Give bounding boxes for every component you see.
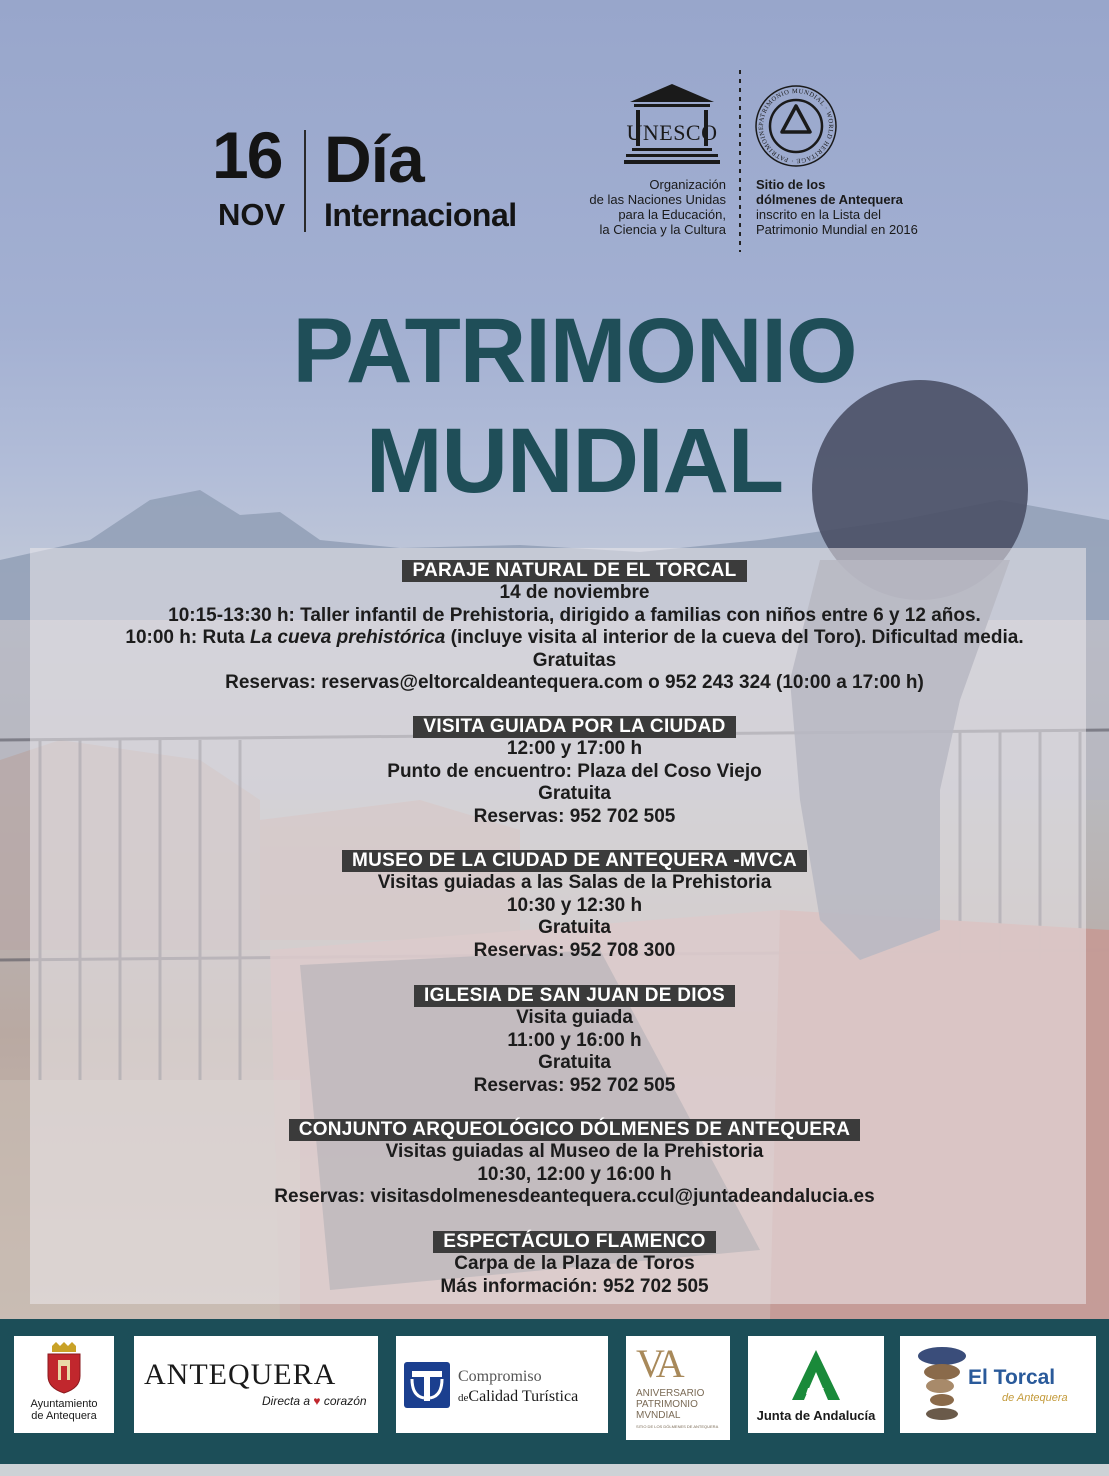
tagline-part-a: Directa a [262, 1394, 311, 1408]
calidad-line-1: Compromiso [458, 1368, 542, 1385]
unesco-wordmark: UNESCO [626, 120, 718, 145]
torcal-logo [900, 1336, 1096, 1433]
emblem-ring-text: PATRIMONIO MUNDIAL · WORLD HERITAGE · PATRIMOINE [757, 87, 835, 165]
section-line: Punto de encuentro: Plaza del Coso Viejo [387, 760, 762, 782]
section-line: 11:00 y 16:00 h [507, 1029, 642, 1051]
junta-andalucia-logo [748, 1336, 884, 1433]
section-line: Visita guiada [516, 1007, 633, 1028]
route-prefix: 10:00 h: Ruta [125, 627, 250, 648]
section-line: Gratuita [538, 783, 611, 804]
torcal-title: El Torcal [968, 1366, 1056, 1389]
ayto-line: de Antequera [31, 1410, 97, 1422]
section-heading: IGLESIA DE SAN JUAN DE DIOS [414, 985, 735, 1007]
site-bold-line: dólmenes de Antequera [756, 192, 903, 207]
section-line: Gratuita [538, 1052, 611, 1073]
aniversario-logo [626, 1336, 730, 1440]
va-small: SITIO DE LOS DÓLMENES DE ANTEQUERA [636, 1424, 719, 1429]
section-torcal [0, 560, 1109, 695]
section-line: 12:00 y 17:00 h [506, 738, 643, 759]
site-bold-line: Sitio de los [756, 177, 826, 192]
section-visita-ciudad [0, 716, 1109, 828]
section-line: 10:30 y 12:30 h [506, 894, 643, 916]
section-heading: CONJUNTO ARQUEOLÓGICO DÓLMENES DE ANTEQUERA [289, 1119, 861, 1141]
world-heritage-emblem-icon [754, 84, 838, 168]
unesco-temple-icon [624, 82, 720, 166]
va-mark: VA [636, 1341, 681, 1386]
unesco-line: Organización [649, 177, 726, 192]
tagline-part-b: corazón [323, 1394, 367, 1408]
unesco-line: para la Educación, [618, 207, 726, 222]
unesco-line: la Ciencia y la Cultura [599, 222, 726, 237]
calidad-badge-icon [404, 1362, 450, 1408]
main-title-line-1: PATRIMONIO [292, 300, 857, 402]
heritage-site-text [756, 177, 956, 237]
section-line [0, 627, 1109, 650]
antequera-tagline [262, 1394, 367, 1408]
junta-text: Junta de Andalucía [756, 1408, 876, 1423]
section-dolmenes [0, 1119, 1109, 1209]
site-line: inscrito en la Lista del [756, 207, 882, 222]
rock-stack-icon [914, 1346, 970, 1422]
ayuntamiento-logo [14, 1336, 114, 1433]
calidad-line-2 [458, 1388, 578, 1406]
section-line: Visitas guiadas al Museo de la Prehistoria [385, 1141, 764, 1162]
antequera-brand-logo [134, 1336, 378, 1433]
section-line: Gratuita [538, 917, 611, 938]
antequera-wordmark: ANTEQUERA [144, 1358, 337, 1391]
torcal-subtitle: de Antequera [1002, 1392, 1068, 1404]
main-title [0, 296, 1109, 516]
calidad-prefix: de [458, 1392, 469, 1404]
dotted-divider [739, 70, 741, 252]
route-suffix: (incluye visita al interior de la cueva del Toro). Dificultad media. [445, 627, 1024, 648]
section-line: Reservas: reservas@eltorcaldeantequera.com o 952 243 324 (10:00 a 17:00 h) [225, 672, 924, 693]
unesco-line: de las Naciones Unidas [589, 192, 726, 207]
day-subtitle: Internacional [324, 197, 517, 233]
route-name: La cueva prehistórica [249, 627, 446, 648]
junta-a-icon [790, 1348, 842, 1402]
section-line: Reservas: visitasdolmenesdeantequera.ccul@juntadeandalucia.es [274, 1186, 875, 1207]
section-line: 10:30, 12:00 y 16:00 h [477, 1163, 672, 1185]
section-heading: PARAJE NATURAL DE EL TORCAL [402, 560, 746, 582]
ayto-line: Ayuntamiento [30, 1398, 98, 1410]
date-divider [304, 130, 306, 232]
section-heading: VISITA GUIADA POR LA CIUDAD [413, 716, 735, 738]
day-title: Día [324, 122, 424, 196]
coat-of-arms-icon [46, 1342, 82, 1394]
section-heading: ESPECTÁCULO FLAMENCO [433, 1231, 716, 1253]
section-heading: MUSEO DE LA CIUDAD DE ANTEQUERA -MVCA [342, 850, 807, 872]
section-line: 14 de noviembre [499, 582, 650, 603]
section-museo [0, 850, 1109, 962]
section-iglesia [0, 985, 1109, 1097]
section-flamenco [0, 1231, 1109, 1298]
date-number: 16 [212, 118, 282, 192]
section-line: Reservas: 952 708 300 [473, 939, 676, 961]
calidad-turistica-logo [396, 1336, 608, 1433]
section-line: Más información: 952 702 505 [440, 1275, 709, 1297]
va-line: ANIVERSARIO [636, 1388, 705, 1399]
footer-strip [0, 1464, 1109, 1476]
unesco-organization-text [560, 177, 726, 237]
section-line: Visitas guiadas a las Salas de la Prehistoria [377, 872, 772, 893]
main-title-line-2: MUNDIAL [365, 410, 784, 512]
section-line: Carpa de la Plaza de Toros [454, 1253, 695, 1274]
heart-icon: ♥ [313, 1394, 321, 1408]
section-line: 10:15-13:30 h: Taller infantil de Prehistoria, dirigido a familias con niños entre 6 y 12 años. [168, 604, 981, 626]
calidad-name: Calidad Turística [468, 1388, 579, 1405]
section-line: Reservas: 952 702 505 [473, 805, 676, 827]
va-line: MVNDIAL [636, 1410, 681, 1421]
section-line: Gratuitas [532, 649, 617, 671]
date-month: NOV [218, 197, 286, 232]
site-line: Patrimonio Mundial en 2016 [756, 222, 918, 237]
va-line: PATRIMONIO [636, 1399, 698, 1410]
section-line: Reservas: 952 702 505 [473, 1074, 676, 1096]
